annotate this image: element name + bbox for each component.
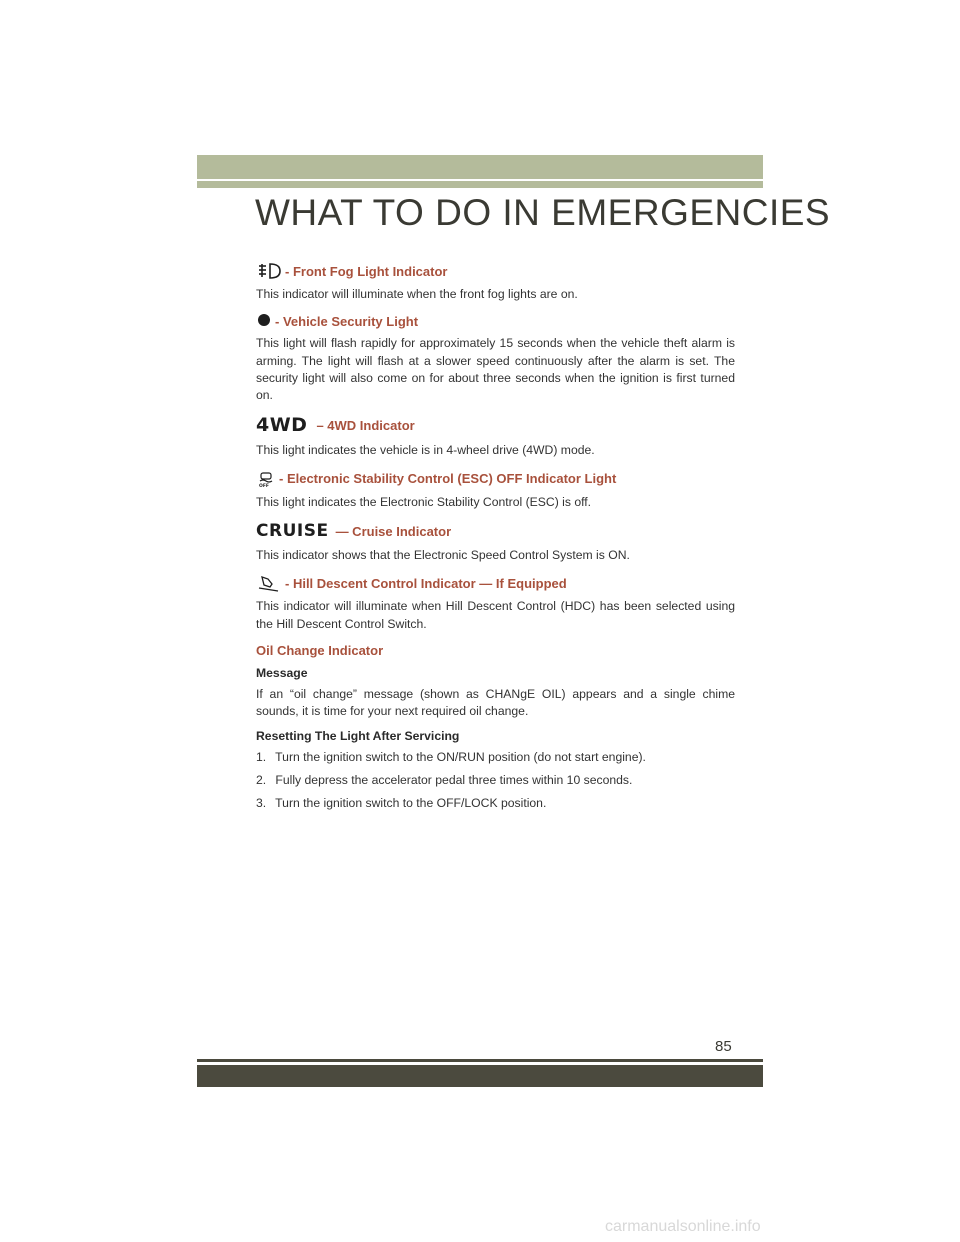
header-rule xyxy=(197,181,763,188)
security-light-heading-text: - Vehicle Security Light xyxy=(275,313,419,329)
fog-light-heading-text: - Front Fog Light Indicator xyxy=(285,263,448,279)
step-number: 2. xyxy=(256,772,267,787)
list-item xyxy=(256,749,735,766)
step-text: Turn the ignition switch to the ON/RUN position (do not start engine). xyxy=(275,749,646,764)
esc-off-heading-text: - Electronic Stability Control (ESC) OFF Indicator Light xyxy=(279,471,617,487)
fog-light-heading xyxy=(256,262,735,280)
reset-label: Resetting The Light After Servicing xyxy=(256,728,460,743)
esc-off-body: This light indicates the Electronic Stability Control (ESC) is off. xyxy=(256,494,592,509)
oil-change-heading: Oil Change Indicator xyxy=(256,642,384,658)
cruise-heading-text: — Cruise Indicator xyxy=(335,523,452,539)
step-number: 3. xyxy=(256,796,267,811)
fog-light-body: This indicator will illuminate when the front fog lights are on. xyxy=(256,287,578,301)
fourwd-heading-text: – 4WD Indicator xyxy=(316,417,415,433)
watermark: carmanualsonline.info xyxy=(605,1218,761,1235)
hdc-body: This indicator will illuminate when Hill Descent Control (HDC) has been selected using the Hill Descent Control Switch. xyxy=(256,599,735,631)
cruise-heading xyxy=(256,521,735,541)
page-number: 85 xyxy=(715,1038,732,1055)
cruise-body: This indicator shows that the Electronic Speed Control System is ON. xyxy=(256,548,630,563)
step-text: Turn the ignition switch to the OFF/LOCK position. xyxy=(275,796,547,811)
footer-band xyxy=(197,1065,763,1087)
fourwd-heading xyxy=(256,414,735,436)
page-content xyxy=(256,262,735,812)
svg-text:OFF: OFF xyxy=(259,483,269,488)
hdc-heading-text: - Hill Descent Control Indicator — If Equipped xyxy=(285,575,567,591)
hdc-heading xyxy=(256,574,735,592)
step-text: Fully depress the accelerator pedal three times within 10 seconds. xyxy=(275,772,633,787)
step-number: 1. xyxy=(256,749,267,764)
esc-off-heading xyxy=(256,470,735,488)
fourwd-indicator-icon: 4WD xyxy=(256,414,308,437)
section-title: WHAT TO DO IN EMERGENCIES xyxy=(255,192,831,233)
message-label: Message xyxy=(256,665,308,680)
vehicle-security-light-icon xyxy=(256,313,272,329)
cruise-indicator-icon: CRUISE xyxy=(256,521,329,542)
list-item xyxy=(256,772,735,789)
footer-rule xyxy=(197,1059,763,1062)
fourwd-body: This light indicates the vehicle is in 4-wheel drive (4WD) mode. xyxy=(256,443,595,458)
security-light-heading xyxy=(256,313,735,329)
header-band xyxy=(197,155,763,179)
oil-message-body: If an “oil change” message (shown as CHANgE OIL) appears and a single chime sounds, it is time for your next required oil change. xyxy=(256,686,735,719)
list-item xyxy=(256,795,735,812)
hill-descent-control-icon xyxy=(256,574,282,592)
security-light-body: This light will flash rapidly for approximately 15 seconds when the vehicle theft alarm is arming. The light will flash at a slower speed continuously after the alarm is set. The security light will also come on for about three seconds when the ignition is first turned on. xyxy=(256,336,735,403)
front-fog-light-icon xyxy=(256,262,282,280)
esc-off-icon xyxy=(256,470,276,488)
